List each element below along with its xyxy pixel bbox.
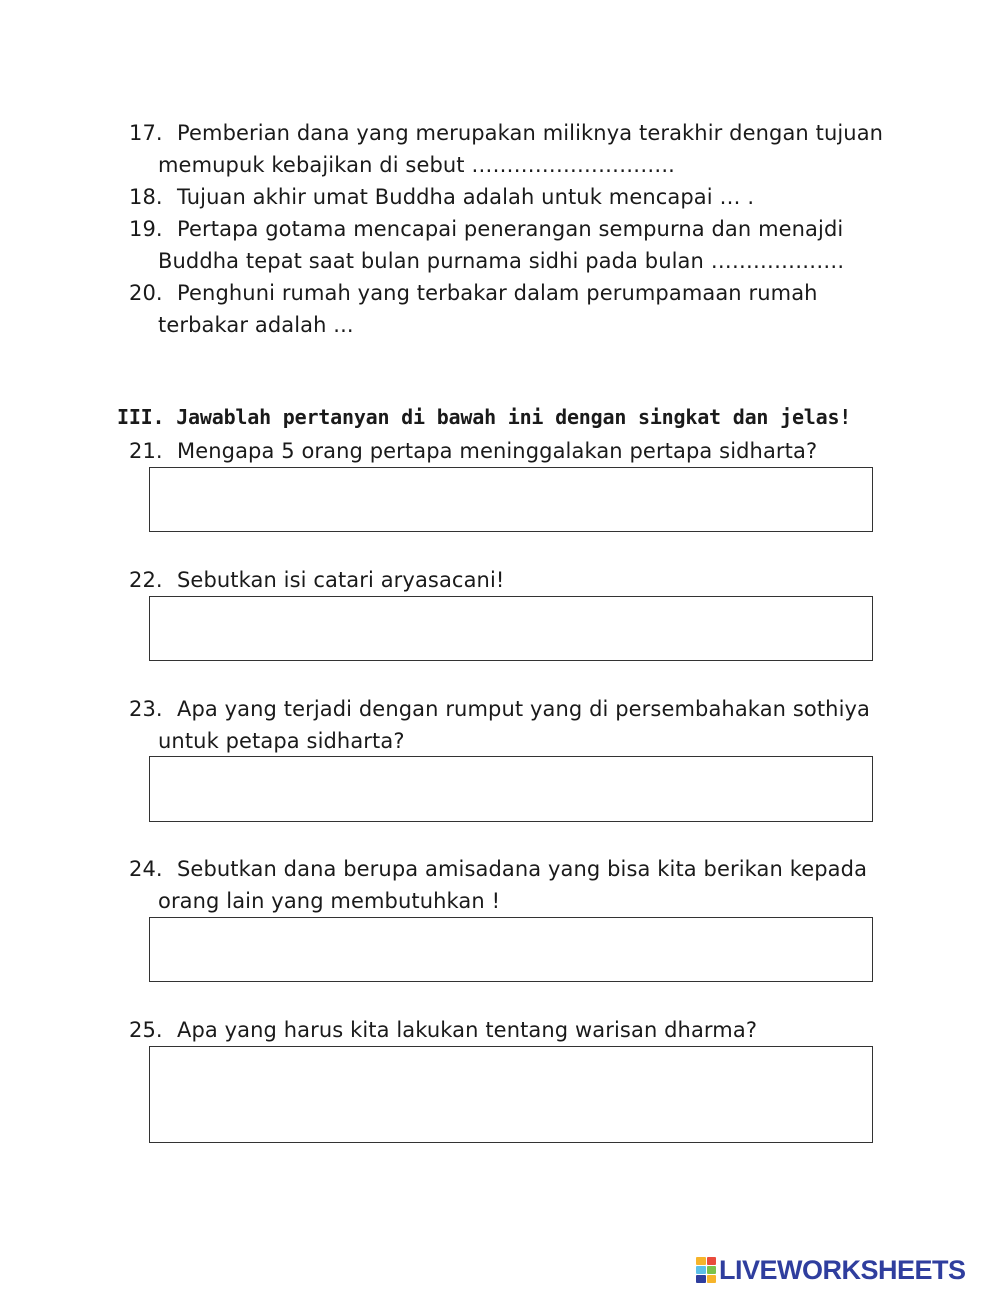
question-19-line1 [129,217,843,241]
liveworksheets-logo [696,1256,966,1284]
question-19-line2: Buddha tepat saat bulan purnama sidhi pada bulan ………………. [158,249,845,273]
question-number: 18. [129,185,163,209]
question-number: 25. [129,1018,163,1042]
question-22 [129,568,504,592]
question-text: Tujuan akhir umat Buddha adalah untuk mencapai … . [177,185,755,209]
question-24-line1 [129,857,867,881]
question-text: Apa yang harus kita lakukan tentang warisan dharma? [177,1018,758,1042]
logo-text: LIVEWORKSHEETS [719,1254,966,1285]
question-number: 20. [129,281,163,305]
question-text: Penghuni rumah yang terbakar dalam perumpamaan rumah [177,281,818,305]
question-17-line2: memupuk kebajikan di sebut ……………………….. [158,153,675,177]
question-number: 23. [129,697,163,721]
question-text: Apa yang terjadi dengan rumput yang di persembahakan sothiya [177,697,871,721]
question-number: 21. [129,439,163,463]
question-text: Sebutkan isi catari aryasacani! [177,568,505,592]
question-text: Pemberian dana yang merupakan miliknya terakhir dengan tujuan [177,121,884,145]
answer-box-24[interactable] [149,917,873,982]
section-heading: III. Jawablah pertanyan di bawah ini dengan singkat dan jelas! [117,405,852,429]
liveworksheets-logo-icon [696,1257,716,1283]
question-21 [129,439,817,463]
question-20-line1 [129,281,818,305]
question-24-line2: orang lain yang membutuhkan ! [158,889,501,913]
answer-box-21[interactable] [149,467,873,532]
question-number: 24. [129,857,163,881]
question-23-line1 [129,697,870,721]
question-text: Sebutkan dana berupa amisadana yang bisa kita berikan kepada [177,857,868,881]
question-25 [129,1018,757,1042]
question-text: Mengapa 5 orang pertapa meninggalakan pertapa sidharta? [177,439,818,463]
answer-box-25[interactable] [149,1046,873,1143]
question-number: 19. [129,217,163,241]
question-number: 22. [129,568,163,592]
question-23-line2: untuk petapa sidharta? [158,729,405,753]
answer-box-22[interactable] [149,596,873,661]
question-number: 17. [129,121,163,145]
question-17-line1 [129,121,883,145]
question-text: Pertapa gotama mencapai penerangan sempurna dan menajdi [177,217,844,241]
answer-box-23[interactable] [149,756,873,822]
question-18-line1 [129,185,754,209]
question-20-line2: terbakar adalah ... [158,313,354,337]
